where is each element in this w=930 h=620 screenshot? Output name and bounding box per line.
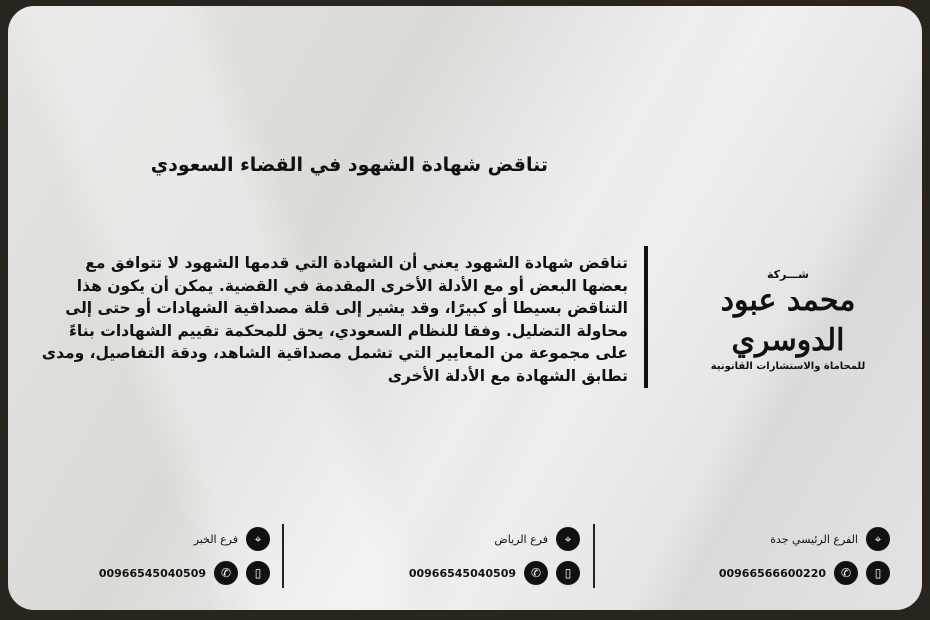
branch-khobar	[70, 526, 270, 594]
body-line: تناقض شهادة الشهود يعني أن الشهادة التي قدمها الشهود لا تتوافق مع	[85, 254, 628, 272]
branch-phone[interactable]: 00966566600220	[718, 566, 826, 580]
whatsapp-icon: ✆	[524, 561, 548, 585]
branch-riyadh	[380, 526, 580, 594]
body-line: محاولة التضليل. وفقا للنظام السعودي، يحق للمحكمة تقييم الشهادات بناءً	[68, 321, 628, 340]
logo-prefix: شـــركة	[766, 268, 809, 281]
logo-subtitle: للمحاماة والاستشارات القانونية	[710, 361, 866, 372]
divider	[282, 524, 284, 588]
body-line: على مجموعة من المعايير التي تشمل مصداقية الشاهد، ودقة التفاصيل، ومدى	[41, 344, 628, 362]
location-icon: ⌖	[866, 527, 890, 551]
location-icon: ⌖	[246, 527, 270, 551]
body-line: بعضها البعض أو مع الأدلة الأخرى المقدمة في القضية. يمكن أن يكون هذا	[76, 276, 628, 295]
branch-phone[interactable]: 00966545040509	[98, 566, 206, 580]
mobile-icon: ▯	[246, 561, 270, 585]
branch-name: فرع الرياض	[494, 532, 548, 546]
branch-name: فرع الخبر	[193, 532, 238, 546]
location-icon: ⌖	[556, 527, 580, 551]
whatsapp-icon: ✆	[214, 561, 238, 585]
branch-name: الفرع الرئيسي جدة	[770, 532, 858, 546]
branch-phone[interactable]: 00966545040509	[408, 566, 516, 580]
divider	[593, 524, 595, 588]
mobile-icon: ▯	[556, 561, 580, 585]
whatsapp-icon: ✆	[834, 561, 858, 585]
body-line: التناقض بسيطا أو كبيرًا، وقد يشير إلى قلة مصداقية الشهادات أو حتى إلى	[65, 299, 628, 317]
body-line: تطابق الشهادة مع الأدلة الأخرى	[387, 366, 628, 385]
article-body	[41, 252, 628, 387]
branch-jeddah	[690, 526, 890, 594]
page-title: تناقض شهادة الشهود في القضاء السعودي	[150, 154, 548, 176]
divider	[644, 246, 648, 388]
mobile-icon: ▯	[866, 561, 890, 585]
company-logo	[668, 268, 908, 372]
logo-name: محمد عبود الدوسري	[720, 283, 856, 358]
card	[8, 6, 922, 610]
